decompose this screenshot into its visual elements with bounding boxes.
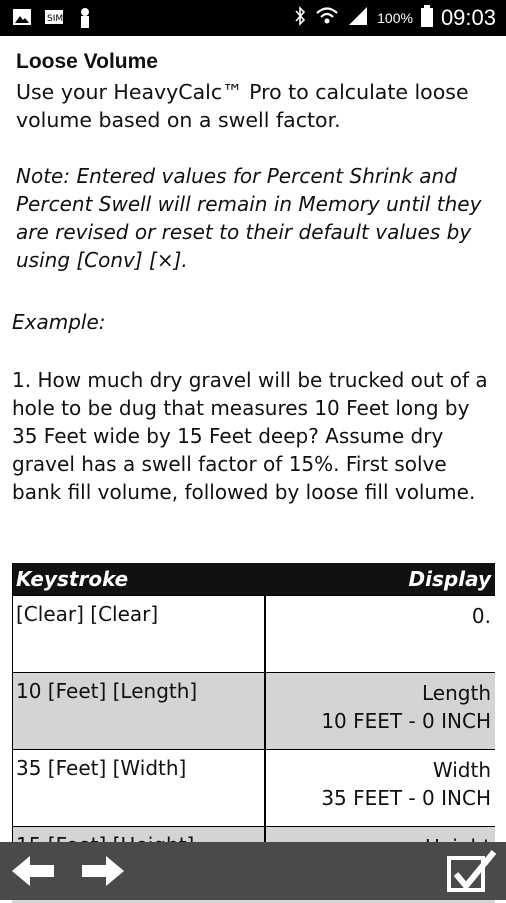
forward-arrow-icon xyxy=(78,875,126,894)
clock-time: 09:03 xyxy=(440,5,496,30)
display-cell: Width 35 FEET - 0 INCH xyxy=(321,758,491,810)
keystroke-header: Keystroke xyxy=(16,567,129,591)
back-button[interactable] xyxy=(10,852,58,890)
example-question: 1. How much dry gravel will be trucked out of a hole to be dug that measures 10 Feet long by 35 Feet wide by 15 Feet deep? Assume dry gravel has a swell factor of 15%. First solve bank fill volume, followed by loose fill volume. xyxy=(12,368,488,504)
checkmark-icon xyxy=(446,879,498,898)
page-title: Loose Volume xyxy=(16,50,158,73)
back-arrow-icon xyxy=(10,875,58,894)
keystroke-cell: 10 [Feet] [Length] xyxy=(16,679,198,703)
svg-text:SIM: SIM xyxy=(47,14,64,24)
signal-icon xyxy=(347,6,369,30)
device-icon xyxy=(78,7,92,33)
table-header xyxy=(12,563,495,595)
forward-button[interactable] xyxy=(78,852,126,890)
table-row xyxy=(12,595,495,672)
table-row xyxy=(12,749,495,826)
intro-text: Use your HeavyCalc™ Pro to calculate loose volume based on a swell factor. xyxy=(16,80,469,132)
bluetooth-icon xyxy=(293,6,307,30)
article-content xyxy=(0,36,506,842)
column-divider xyxy=(264,595,266,855)
display-cell: 0. xyxy=(471,604,491,628)
battery-icon xyxy=(421,5,433,31)
status-bar xyxy=(0,0,506,36)
bottom-nav-bar xyxy=(0,842,506,900)
image-icon xyxy=(12,7,32,33)
keystroke-cell: 35 [Feet] [Width] xyxy=(16,756,187,780)
keystroke-cell: [Clear] [Clear] xyxy=(16,602,159,626)
example-label: Example: xyxy=(12,310,106,334)
sim-card-icon xyxy=(44,7,66,33)
done-button[interactable] xyxy=(446,848,498,894)
table-row xyxy=(12,672,495,749)
wifi-icon xyxy=(315,6,339,30)
table-left-border xyxy=(12,563,13,863)
display-header: Display xyxy=(408,567,491,591)
note-text: Note: Entered values for Percent Shrink and Percent Swell will remain in Memory until they are revised or reset to their default values by using [Conv] [×]. xyxy=(16,164,482,272)
battery-percent: 100% xyxy=(377,10,413,26)
display-cell: Length 10 FEET - 0 INCH xyxy=(321,681,491,733)
